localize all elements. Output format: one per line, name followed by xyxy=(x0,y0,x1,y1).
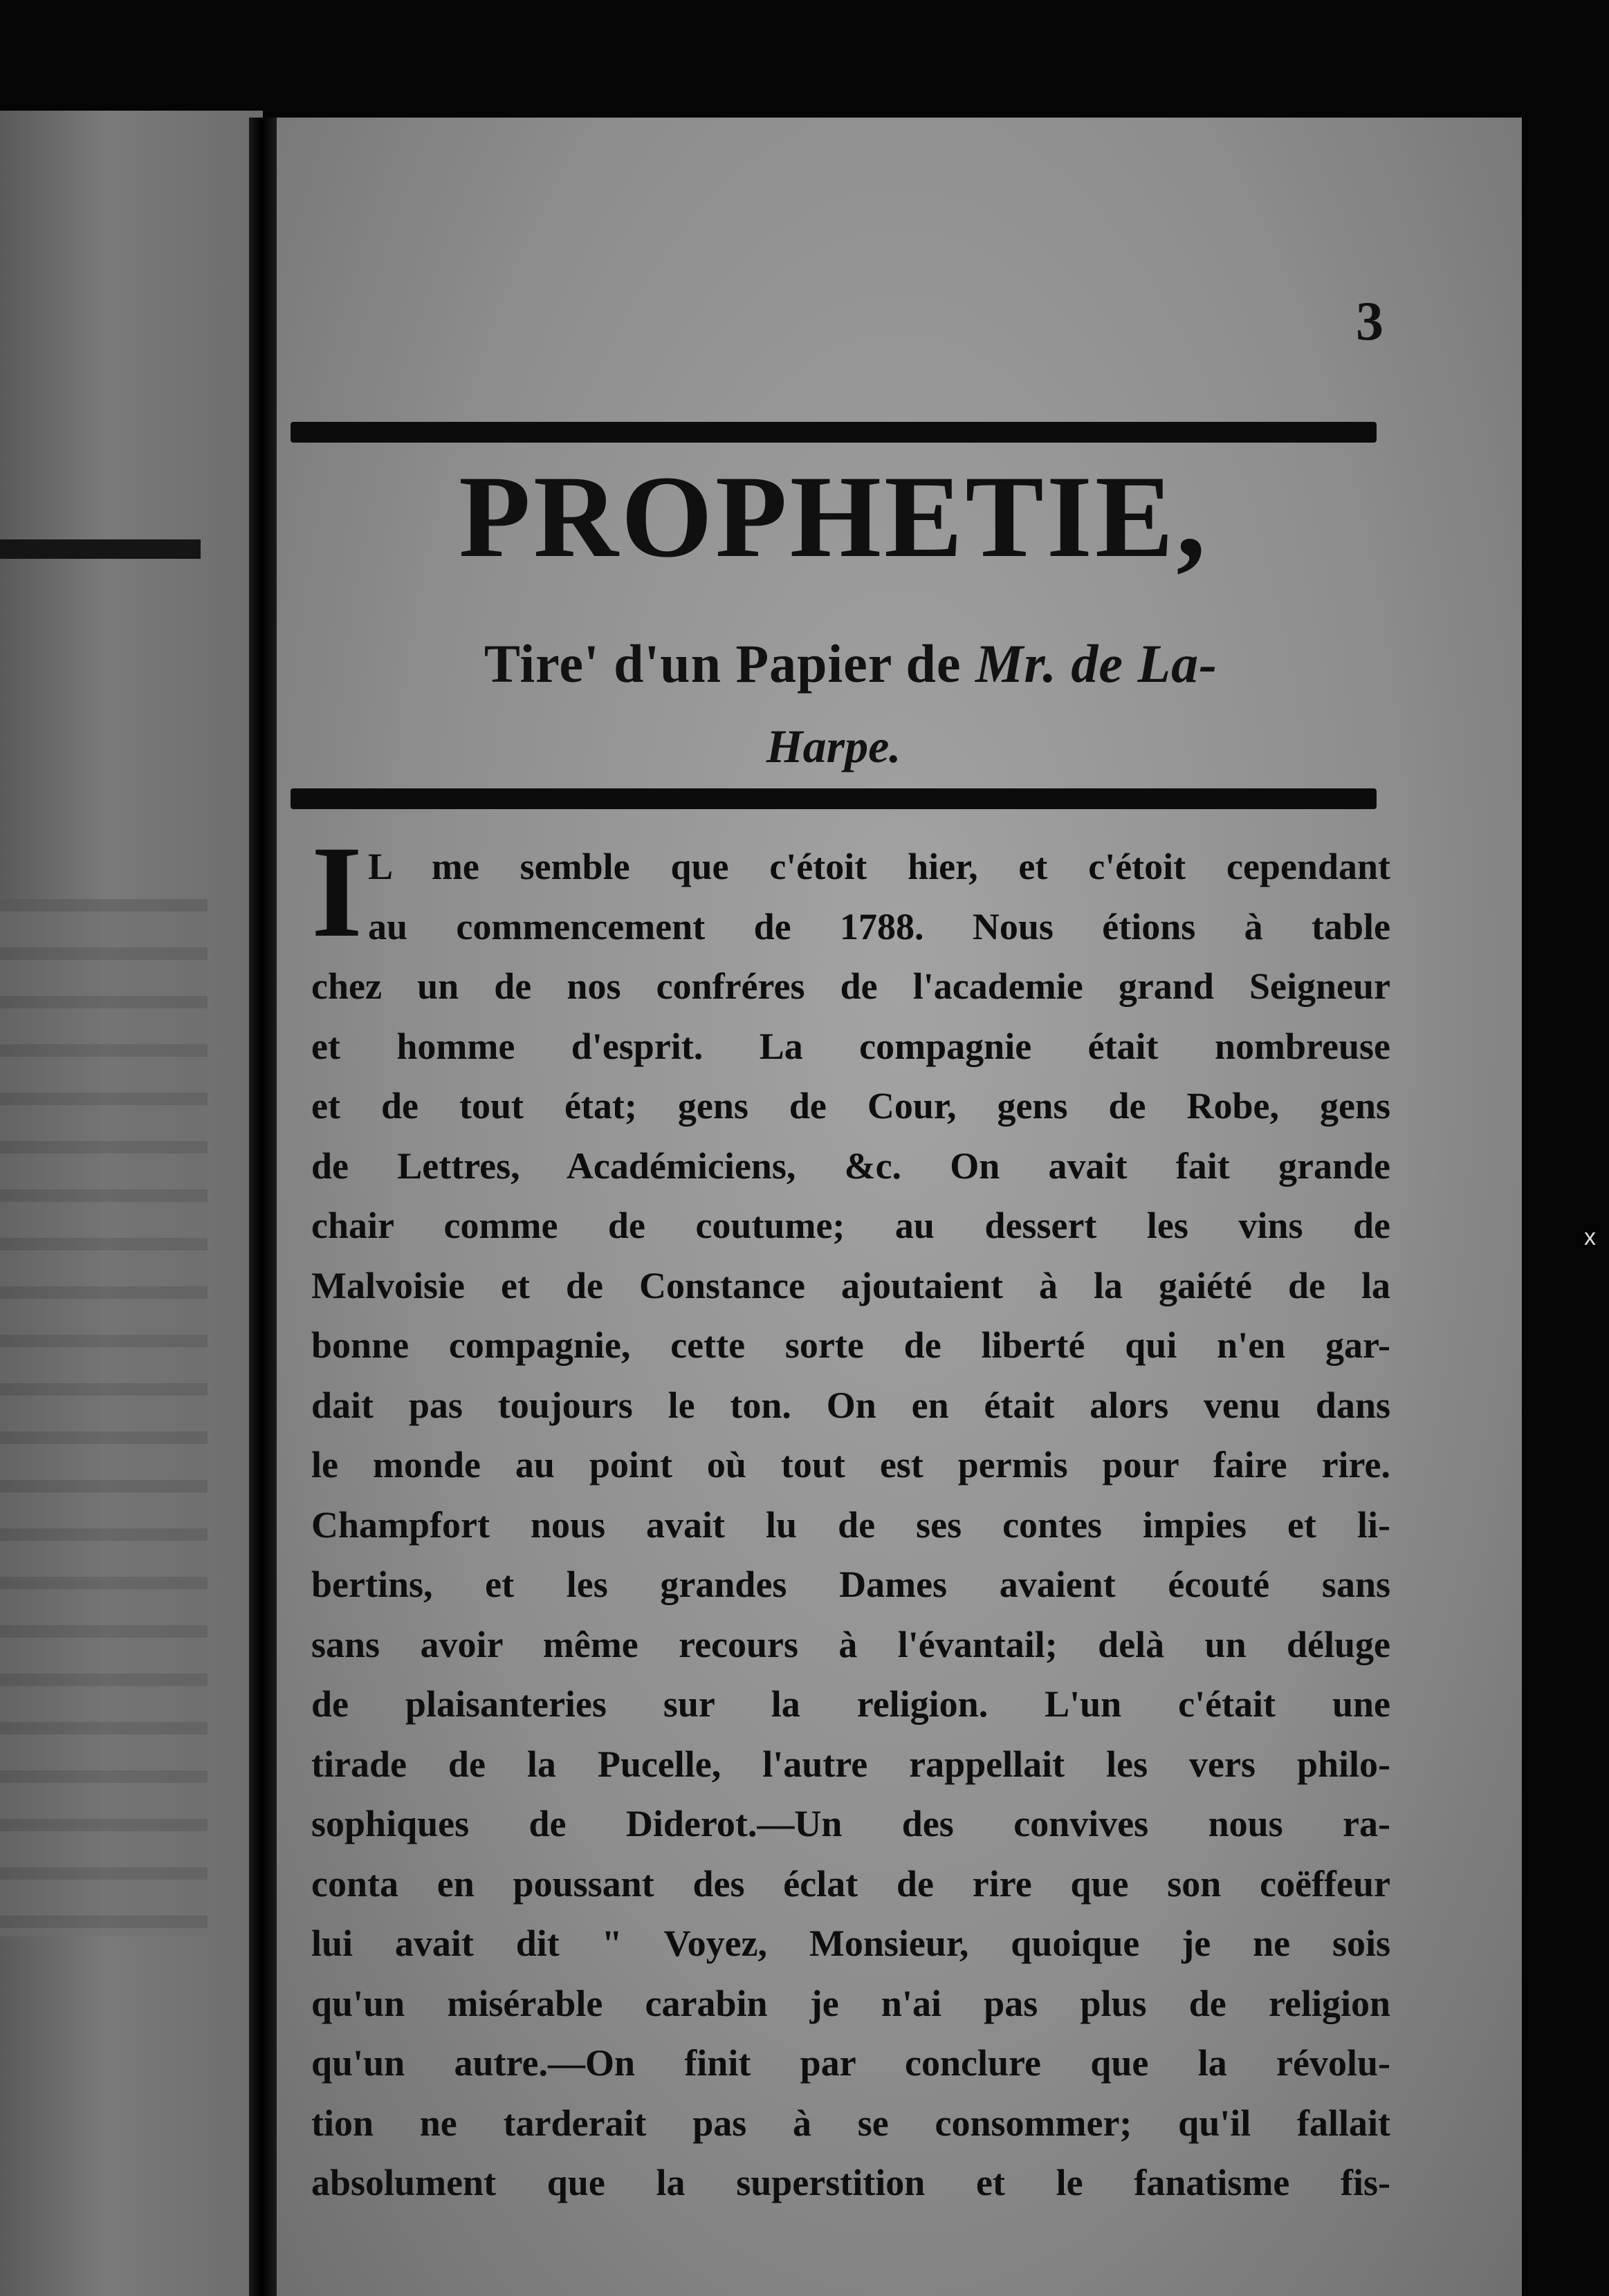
text-line: de plaisanteries sur la religion. L'un c'était une xyxy=(311,1683,1390,1725)
text-line: conta en poussant des éclat de rire que son coëffeur xyxy=(311,1862,1390,1905)
text-line: chair comme de coutume; au dessert les vins de xyxy=(311,1205,1390,1246)
page-gutter xyxy=(249,118,277,2296)
subtitle-part2: Mr. de La- xyxy=(975,633,1218,694)
text-line: L me semble que c'étoit hier, et c'étoit cependant xyxy=(367,846,1390,887)
text-line: lui avait dit " Voyez, Monsieur, quoique je ne sois xyxy=(311,1923,1390,1964)
top-rule xyxy=(291,422,1377,443)
page-title: PROPHETIE, xyxy=(459,452,1208,582)
text-line: le monde au point où tout est permis pour faire rire. xyxy=(311,1444,1390,1485)
previous-page-edge xyxy=(0,111,263,2296)
text-line: bonne compagnie, cette sorte de liberté qui n'en gar- xyxy=(311,1324,1390,1366)
text-line: dait pas toujours le ton. On en était alors venu dans xyxy=(311,1384,1390,1426)
text-line: qu'un misérable carabin je n'ai pas plus de religion xyxy=(311,1982,1390,2024)
document-page xyxy=(277,118,1522,2296)
bottom-rule xyxy=(291,788,1377,809)
text-line: de Lettres, Académiciens, &c. On avait fait grande xyxy=(311,1145,1390,1187)
text-line: Malvoisie et de Constance ajoutaient à la gaiété de la xyxy=(311,1264,1390,1306)
text-line: et de tout état; gens de Cour, gens de Robe, gens xyxy=(311,1085,1390,1127)
previous-page-rule xyxy=(0,539,201,559)
subtitle-part1: Tire' d'un Papier de xyxy=(484,633,975,694)
text-line: Champfort nous avait lu de ses contes impies et li- xyxy=(311,1503,1390,1546)
text-line: tirade de la Pucelle, l'autre rappellait les vers philo- xyxy=(311,1743,1390,1785)
text-line: et homme d'esprit. La compagnie était nombreuse xyxy=(311,1025,1390,1067)
text-line: sophiques de Diderot.—Un des convives nous ra- xyxy=(311,1803,1390,1844)
subtitle xyxy=(318,633,1383,695)
text-line: au commencement de 1788. Nous étions à table xyxy=(367,905,1390,947)
text-line: chez un de nos confréres de l'academie grand Seigneur xyxy=(311,965,1390,1007)
previous-page-text xyxy=(0,899,208,1936)
text-line: qu'un autre.—On finit par conclure que la révolu- xyxy=(311,2042,1390,2084)
page-number: 3 xyxy=(1356,291,1383,352)
text-line: sans avoir même recours à l'évantail; delà un déluge xyxy=(311,1623,1390,1665)
body-text xyxy=(311,820,1390,2213)
text-line: bertins, et les grandes Dames avaient écouté sans xyxy=(311,1564,1390,1605)
margin-mark: x xyxy=(1584,1224,1596,1250)
subtitle-continuation: Harpe. xyxy=(766,720,901,772)
drop-cap: I xyxy=(311,820,362,965)
text-line: tion ne tarderait pas à se consommer; qu'il fallait xyxy=(311,2102,1390,2144)
text-line: absolument que la superstition et le fanatisme fis- xyxy=(311,2162,1390,2203)
